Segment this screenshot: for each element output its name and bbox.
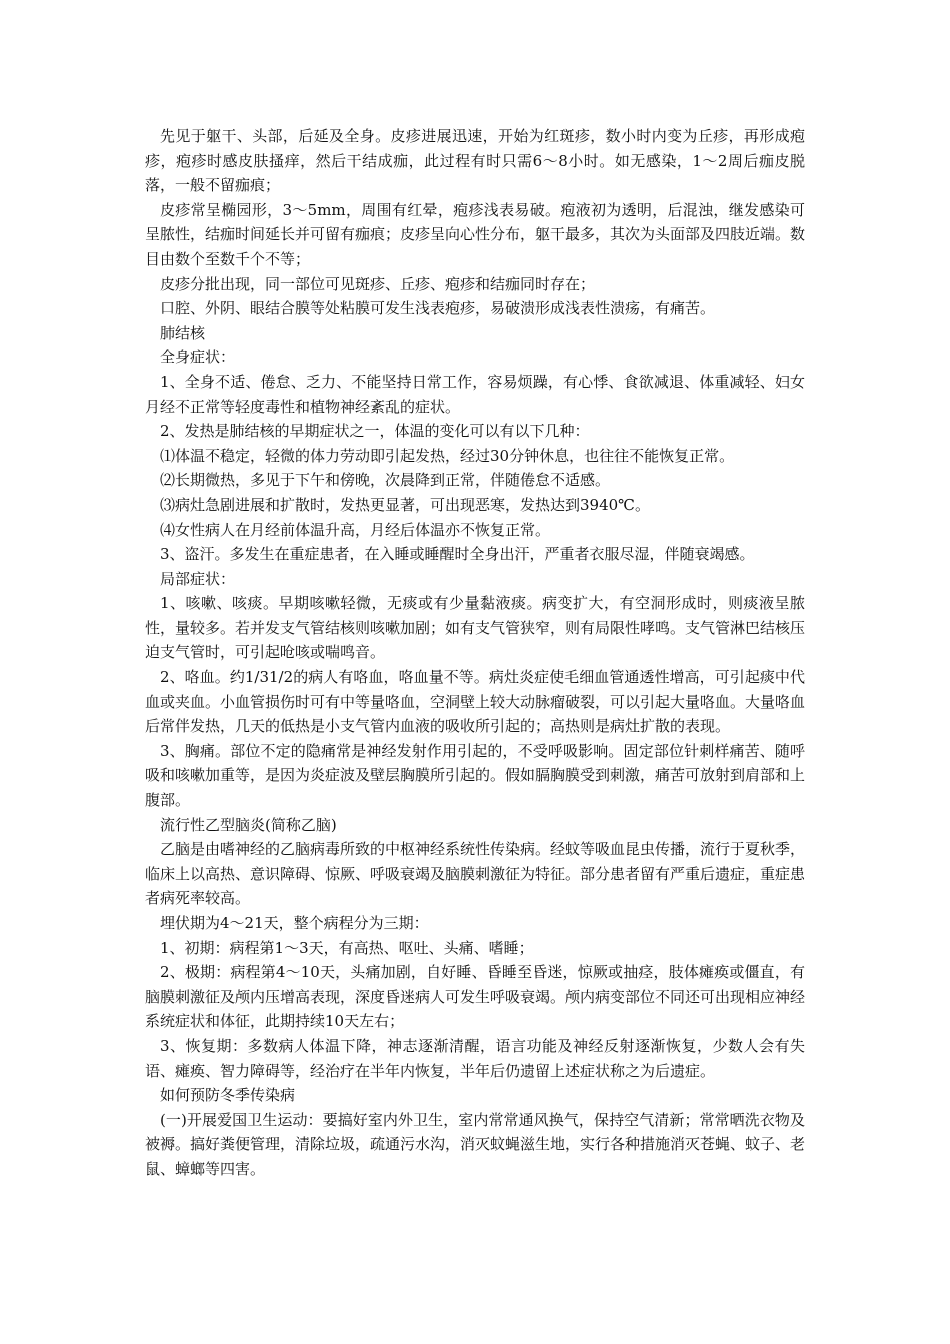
paragraph-tb-general-discomfort: 1、全身不适、倦怠、乏力、不能坚持日常工作，容易烦躁，有心悸、食欲减退、体重减轻、妇女月经不正常等轻度毒性和植物神经紊乱的症状。 [145, 372, 805, 416]
paragraph-tb-chest-pain: 3、胸痛。部位不定的隐痛常是神经发射作用引起的，不受呼吸影响。固定部位针刺样痛苦、随呼吸和咳嗽加重等，是因为炎症波及壁层胸膜所引起的。假如膈胸膜受到刺激，痛苦可放射到肩部和上腹部。 [145, 741, 806, 810]
paragraph-encephalitis-incubation: 埋伏期为4～21天，整个病程分为三期： [160, 914, 429, 932]
subheading-local-symptoms: 局部症状： [160, 569, 236, 588]
paragraph-chickenpox-rash-shape: 皮疹常呈椭园形，3～5mm，周围有红晕，疱疹浅表易破。疱液初为透明，后混浊，继发感染可呈脓性，结痂时间延长并可留有痂痕；皮疹呈向心性分布，躯干最多，其次为头面部及四肢近端。数目由数个至数千个不等； [145, 200, 806, 268]
document-body [145, 124, 805, 1182]
paragraph-tb-fever-intro: 2、发热是肺结核的早期症状之一，体温的变化可以有以下几种： [160, 422, 590, 441]
paragraph-tb-cough: 1、咳嗽、咳痰。早期咳嗽轻微，无痰或有少量黏液痰。病变扩大，有空洞形成时，则痰液呈脓性，量较多。若并发支气管结核则咳嗽加剧；如有支气管狭窄，则有局限性哮鸣。支气管淋巴结核压迫支气管时，可引起呛咳或喘鸣音。 [145, 594, 806, 662]
section-heading-winter-prevention: 如何预防冬季传染病 [160, 1086, 296, 1105]
subheading-systemic-symptoms: 全身症状： [160, 348, 236, 367]
paragraph-tb-fever-item-4: ⑷女性病人在月经前体温升高，月经后体温亦不恢复正常。 [160, 520, 551, 539]
paragraph-tb-fever-item-1: ⑴体温不稳定，轻微的体力劳动即引起发热，经过30分钟休息，也往往不能恢复正常。 [160, 446, 735, 465]
paragraph-chickenpox-mucosa: 口腔、外阴、眼结合膜等处粘膜可发生浅表疱疹，易破溃形成浅表性溃疡，有痛苦。 [160, 299, 716, 318]
paragraph-encephalitis-stage-3: 3、恢复期：多数病人体温下降，神志逐渐清醒，语言功能及神经反射逐渐恢复，少数人会有失语、瘫痪、智力障碍等，经治疗在半年内恢复，半年后仍遗留上述症状称之为后遗症。 [145, 1036, 805, 1080]
paragraph-encephalitis-stage-1: 1、初期：病程第1～3天，有高热、呕吐、头痛、嗜睡； [160, 938, 534, 957]
paragraph-tb-hemoptysis: 2、咯血。约1/31/2的病人有咯血，咯血量不等。病灶炎症使毛细血管通透性增高，可引起痰中代血或夹血。小血管损伤时可有中等量咯血，空洞壁上较大动脉瘤破裂，可以引起大量咯血。大量咯血后常伴发热，几天的低热是小支气管内血液的吸收所引起的；高热则是病灶扩散的表现。 [145, 668, 806, 736]
paragraph-prevention-hygiene: (一)开展爱国卫生运动：要搞好室内外卫生，室内常常通风换气，保持空气清新；常常晒洗衣物及被褥。搞好粪便管理，清除垃圾，疏通污水沟，消灭蚊蝇滋生地，实行各种措施消灭苍蝇、蚊子、老鼠、蟑螂等四害。 [145, 1110, 806, 1178]
paragraph-chickenpox-rash-spread: 先见于躯干、头部，后延及全身。皮疹进展迅速，开始为红斑疹，数小时内变为丘疹，再形成疱疹，疱疹时感皮肤搔痒，然后干结成痂，此过程有时只需6～8小时。如无感染，1～2周后痂皮脱落，一般不留痂痕； [145, 127, 805, 195]
paragraph-encephalitis-stage-2: 2、极期：病程第4～10天，头痛加剧，自好睡、昏睡至昏迷，惊厥或抽痉，肢体瘫痪或僵直，有脑膜刺激征及颅内压增高表现，深度昏迷病人可发生呼吸衰竭。颅内病变部位不同还可出现相应神经系统症状和体征，此期持续10天左右； [145, 963, 806, 1031]
paragraph-encephalitis-intro: 乙脑是由嗜神经的乙脑病毒所致的中枢神经系统性传染病。经蚊等吸血昆虫传播，流行于夏秋季，临床上以高热、意识障碍、惊厥、呼吸衰竭及脑膜刺激征为特征。部分患者留有严重后遗症，重症患者病死率较高。 [145, 840, 806, 908]
paragraph-tb-fever-item-2: ⑵长期微热，多见于下午和傍晚，次晨降到正常，伴随倦怠不适感。 [160, 471, 611, 490]
section-heading-tuberculosis: 肺结核 [160, 323, 206, 342]
paragraph-tb-night-sweats: 3、盗汗。多发生在重症患者，在入睡或睡醒时全身出汗，严重者衣服尽湿，伴随衰竭感。 [160, 545, 755, 564]
paragraph-chickenpox-rash-batches: 皮疹分批出现，同一部位可见斑疹、丘疹、疱疹和结痂同时存在； [160, 274, 596, 293]
section-heading-encephalitis: 流行性乙型脑炎(简称乙脑) [160, 815, 337, 834]
paragraph-tb-fever-item-3: ⑶病灶急剧进展和扩散时，发热更显著，可出现恶寒，发热达到3940℃。 [160, 495, 650, 514]
